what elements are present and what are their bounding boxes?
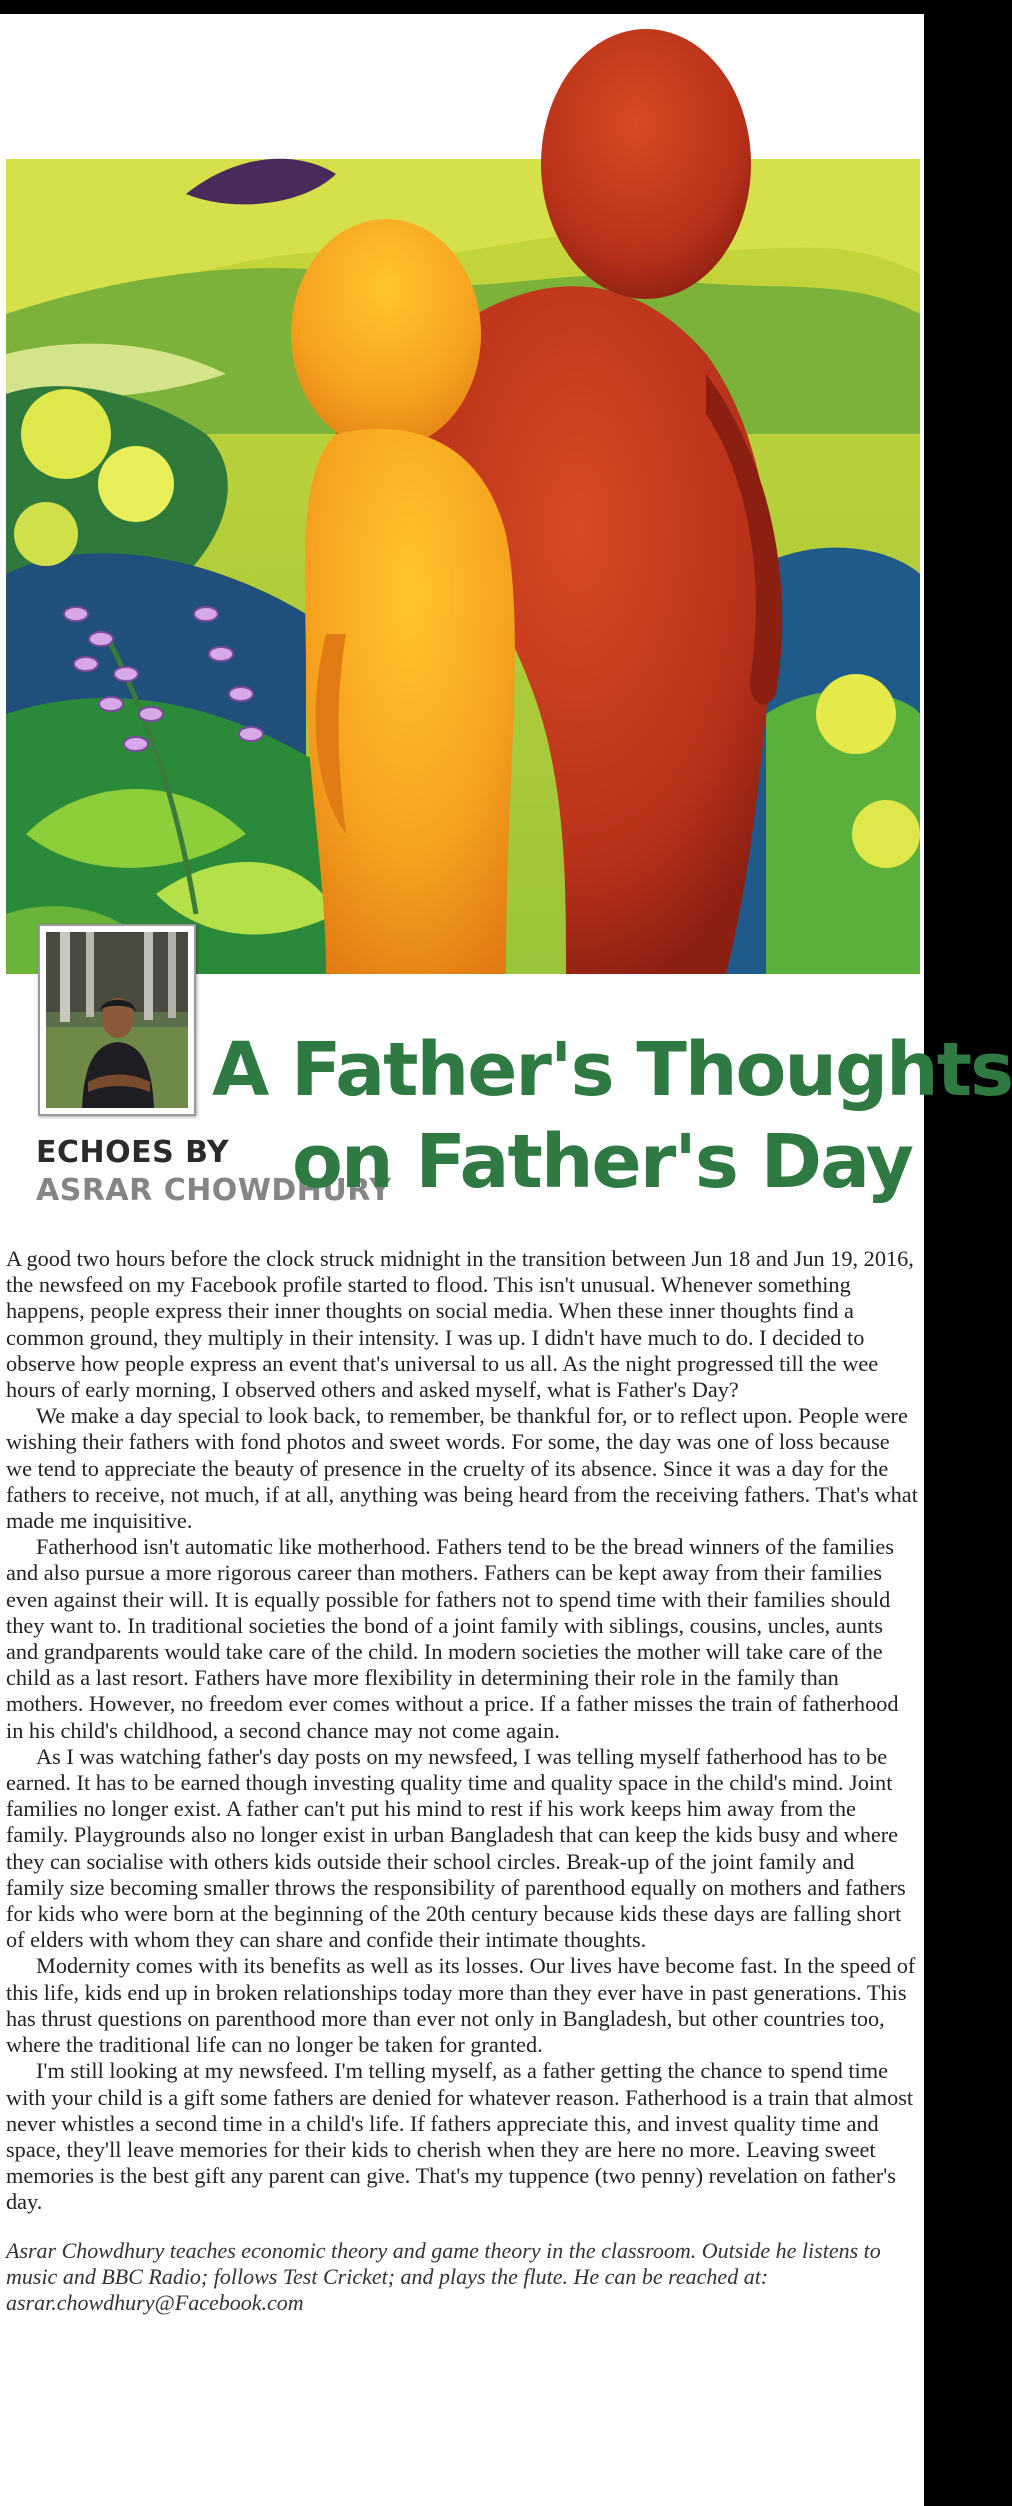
headline-line-1: A Father's Thoughts (212, 1027, 1012, 1113)
byline-label: ECHOES BY (36, 1135, 230, 1170)
article-paragraph: Modernity comes with its benefits as well as its losses. Our lives have become fast. In the speed of this life, kids end up in broken relationships today more than they ever have in past generations. This has thrust questions on parenthood more than ever not only in Bangladesh, but other countries too, where the traditional life can no longer be taken for granted. (6, 1953, 916, 2058)
author-photo (38, 924, 196, 1116)
author-portrait (46, 932, 188, 1108)
headline (212, 1024, 1012, 1208)
headline-line-2: on Father's Day (292, 1119, 912, 1205)
hero-illustration (6, 14, 920, 974)
article-paragraph: We make a day special to look back, to remember, be thankful for, or to reflect upon. People were wishing their fathers with fond photos and sweet words. For some, the day was one of loss because we tend to appreciate the beauty of presence in the cruelty of its absence. Since it was a day for the fathers to receive, not much, if at all, anything was being heard from the receiving fathers. That's what made me inquisitive. (6, 1403, 918, 1534)
article-body (6, 1246, 918, 2316)
article-paragraph: A good two hours before the clock struck midnight in the transition between Jun 18 and Jun 19, 2016, the newsfeed on my Facebook profile started to flood. This isn't unusual. Whenever something happens, people express their inner thoughts on social media. When these inner thoughts find a common ground, they multiply in their intensity. I was up. I didn't have much to do. I decided to observe how people express an event that's universal to us all. As the night progressed till the wee hours of early morning, I observed others and asked myself, what is Father's Day? (6, 1246, 914, 1403)
newspaper-page (0, 14, 1012, 2506)
article-paragraph: As I was watching father's day posts on my newsfeed, I was telling myself fatherhood has to be earned. It has to be earned though investing quality time and quality space in the child's mind. Joint families no longer exist. A father can't put his mind to rest if his work keeps him away from the family. Playgrounds also no longer exist in urban Bangladesh that can keep the kids busy and where they can socialise with others kids outside their school circles. Break-up of the joint family and family size becoming smaller throws the responsibility of parenthood equally on mothers and fathers for kids who were born at the beginning of the 20th century because kids these days are falling short of elders with whom they can share and confide their intimate thoughts. (6, 1743, 906, 1953)
article-paragraph: Fatherhood isn't automatic like motherhood. Fathers tend to be the bread winners of the families and also pursue a more rigorous career than mothers. Fathers can be kept away from their families even against their will. It is equally possible for fathers not to spend time with their families should they want to. In traditional societies the bond of a joint family with siblings, cousins, uncles, aunts and grandparents would take care of the child. In modern societies the mother will take care of the child as a last resort. Fathers have more flexibility in determining their role in the family than mothers. However, no freedom ever comes without a price. If a father misses the train of fatherhood in his child's childhood, a second chance may not come again. (6, 1534, 899, 1743)
author-bio: Asrar Chowdhury teaches economic theory and game theory in the classroom. Outside he listens to music and BBC Radio; follows Test Cricket; and plays the flute. He can be reached at: asrar.chowdhury@Facebook.com (6, 2237, 881, 2315)
byline-author: ASRAR CHOWDHURY (36, 1173, 392, 1208)
father-child-painting (6, 14, 920, 974)
article-paragraph: I'm still looking at my newsfeed. I'm telling myself, as a father getting the chance to spend time with your child is a gift some fathers are denied for whatever reason. Fatherhood is a train that almost never whistles a second time in a child's life. If fathers appreciate this, and invest quality time and space, they'll leave memories for their kids to cherish when they are here no more. Leaving sweet memories is the best gift any parent can give. That's my tuppence (two penny) revelation on father's day. (6, 2058, 914, 2215)
